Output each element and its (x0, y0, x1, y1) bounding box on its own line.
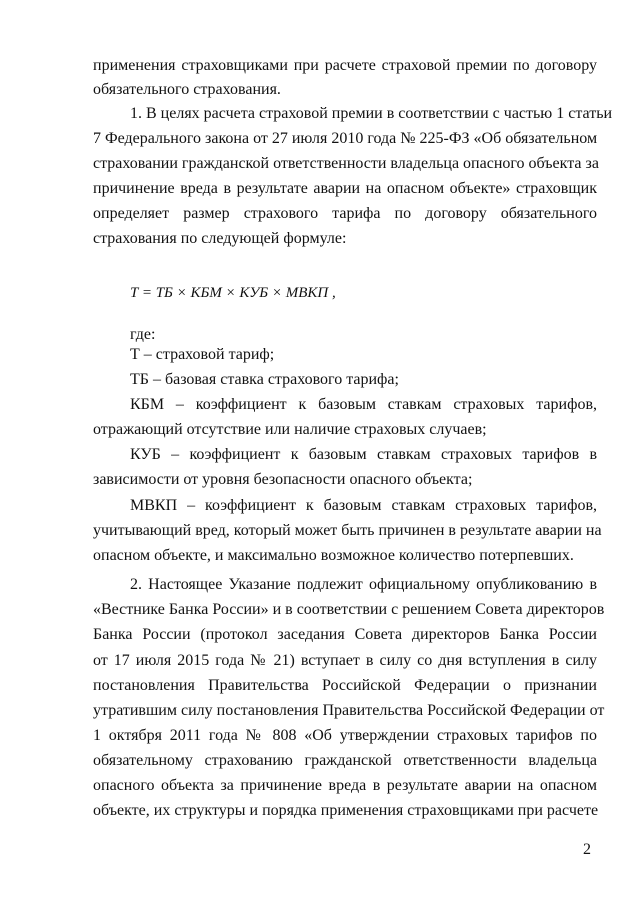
formula: T = ТБ × КБМ × КУБ × МВКП , (130, 285, 336, 301)
text-line: обязательного страхования. (93, 81, 281, 98)
text-line: применения страховщиками при расчете страховой премии по договору (93, 57, 597, 74)
text-line: зависимости от уровня безопасности опасного объекта; (93, 471, 473, 488)
text-line: утратившим силу постановления Правительства Российской Федерации от (93, 702, 605, 719)
text-line: МВКП – коэффициент к базовым ставкам страховых тарифов, (130, 497, 597, 514)
text-line: страхования по следующей формуле: (93, 230, 347, 247)
text-line: 1 октября 2011 года № 808 «Об утверждении страховых тарифов по (93, 727, 597, 744)
text-line: опасном объекте, и максимально возможное количество потерпевших. (93, 547, 574, 564)
text-line: КУБ – коэффициент к базовым ставкам страховых тарифов в (130, 446, 597, 463)
text-line: 1. В целях расчета страховой премии в соответствии с частью 1 статьи (130, 105, 613, 122)
text-line: КБМ – коэффициент к базовым ставкам страховых тарифов, (130, 396, 597, 413)
text-line: от 17 июля 2015 года № 21) вступает в силу со дня вступления в силу (93, 652, 597, 669)
text-line: опасного объекта за причинение вреда в результате аварии на опасном (93, 777, 597, 794)
text-line: отражающий отсутствие или наличие страховых случаев; (93, 421, 487, 438)
text-line: причинение вреда в результате аварии на опасном объекте» страховщик (93, 180, 597, 197)
text-line: страховании гражданской ответственности владельца опасного объекта за (93, 155, 599, 172)
text-line: ТБ – базовая ставка страхового тарифа; (130, 371, 399, 388)
page-number: 2 (583, 841, 591, 858)
text-line: где: (130, 326, 156, 343)
text-line: Банка России (протокол заседания Совета директоров Банка России (93, 626, 597, 643)
text-line: обязательному страхованию гражданской ответственности владельца (93, 752, 597, 769)
text-line: постановления Правительства Российской Федерации о признании (93, 677, 597, 694)
text-line: 7 Федерального закона от 27 июля 2010 года № 225-ФЗ «Об обязательном (93, 130, 598, 147)
text-line: объекте, их структуры и порядка применения страховщиками при расчете (93, 802, 599, 819)
text-line: Т – страховой тариф; (130, 346, 275, 363)
text-line: учитывающий вред, который может быть причинен в результате аварии на (93, 522, 602, 539)
text-line: «Вестнике Банка России» и в соответствии с решением Совета директоров (93, 601, 605, 618)
text-line: определяет размер страхового тарифа по договору обязательного (93, 205, 597, 222)
text-line: 2. Настоящее Указание подлежит официальному опубликованию в (130, 576, 597, 593)
